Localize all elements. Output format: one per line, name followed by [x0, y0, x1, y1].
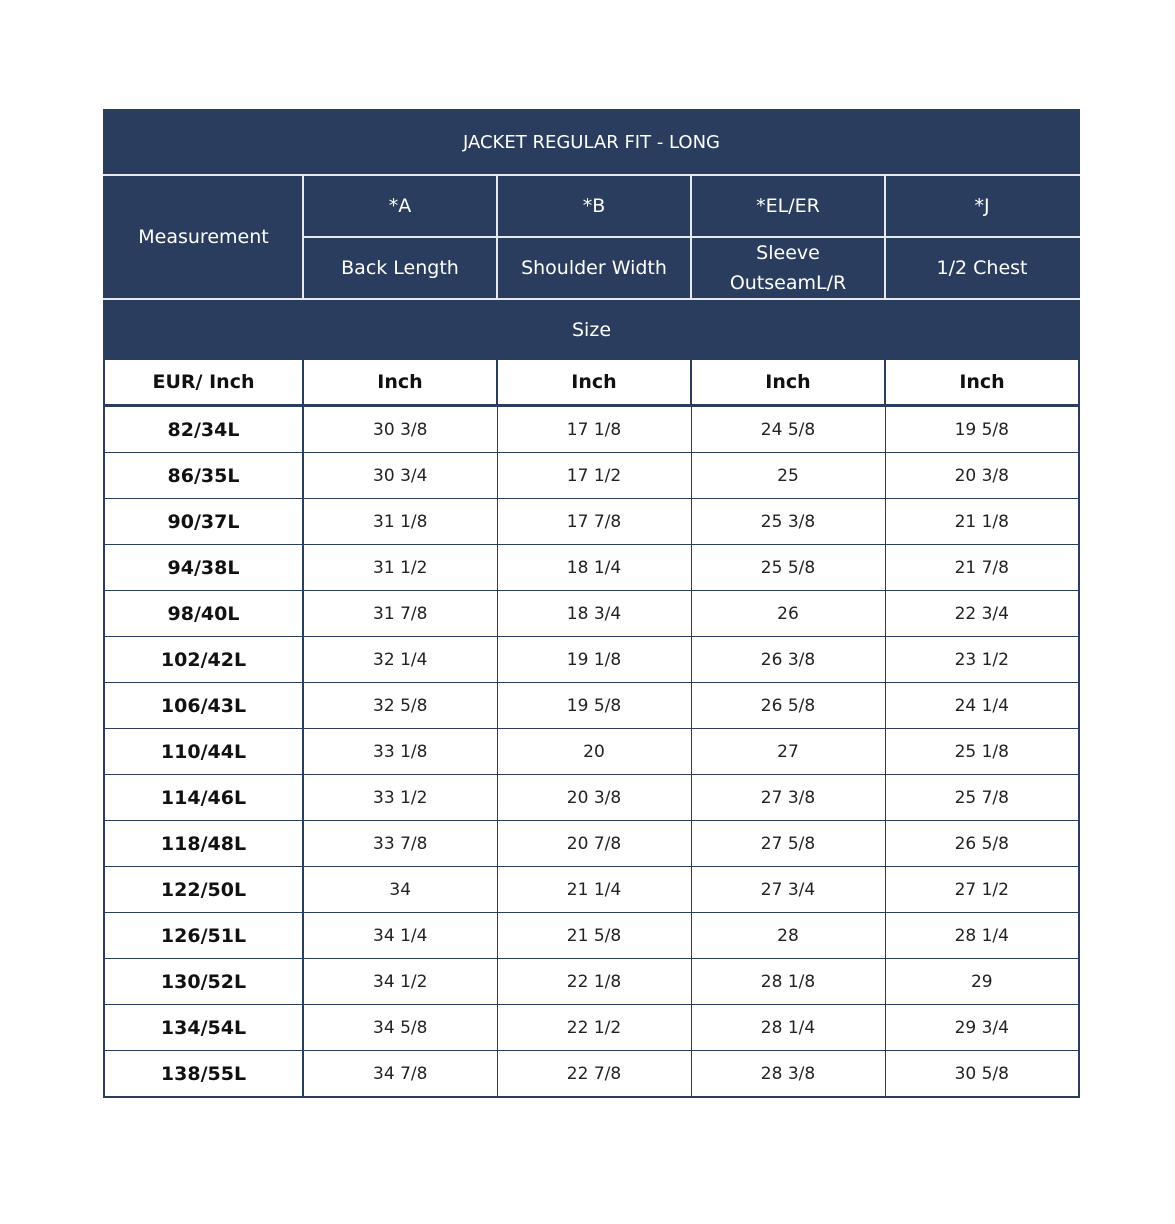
- measurement-cell: 29: [885, 959, 1079, 1005]
- size-cell: 106/43L: [104, 683, 303, 729]
- measurement-cell: 22 3/4: [885, 591, 1079, 637]
- measurement-cell: 28 1/4: [691, 1005, 885, 1051]
- measurement-cell: 30 3/8: [303, 406, 497, 453]
- measurement-cell: 17 7/8: [497, 499, 691, 545]
- table-row: [104, 1051, 1079, 1098]
- size-cell: 98/40L: [104, 591, 303, 637]
- unit-cell: Inch: [497, 360, 691, 406]
- size-cell: 94/38L: [104, 545, 303, 591]
- size-cell: 130/52L: [104, 959, 303, 1005]
- table-row: [104, 683, 1079, 729]
- table-row: [104, 775, 1079, 821]
- measurement-cell: 33 7/8: [303, 821, 497, 867]
- measurement-cell: 21 1/4: [497, 867, 691, 913]
- unit-cell: Inch: [691, 360, 885, 406]
- unit-row: [104, 360, 1079, 406]
- column-name-shoulder-width: Shoulder Width: [497, 237, 691, 299]
- measurement-cell: 27 5/8: [691, 821, 885, 867]
- size-cell: 134/54L: [104, 1005, 303, 1051]
- measurement-cell: 34 1/2: [303, 959, 497, 1005]
- measurement-cell: 26 3/8: [691, 637, 885, 683]
- table-row: [104, 913, 1079, 959]
- size-cell: 118/48L: [104, 821, 303, 867]
- measurement-cell: 28 1/8: [691, 959, 885, 1005]
- column-name-sleeve-outseam: Sleeve OutseamL/R: [691, 237, 885, 299]
- measurement-cell: 25 1/8: [885, 729, 1079, 775]
- size-cell: 114/46L: [104, 775, 303, 821]
- measurement-cell: 18 3/4: [497, 591, 691, 637]
- measurement-cell: 34 1/4: [303, 913, 497, 959]
- measurement-cell: 22 7/8: [497, 1051, 691, 1098]
- column-code-b: *B: [497, 175, 691, 237]
- measurement-cell: 30 5/8: [885, 1051, 1079, 1098]
- measurement-cell: 31 1/8: [303, 499, 497, 545]
- size-cell: 122/50L: [104, 867, 303, 913]
- table-title: JACKET REGULAR FIT - LONG: [104, 110, 1079, 175]
- measurement-cell: 22 1/8: [497, 959, 691, 1005]
- size-cell: 126/51L: [104, 913, 303, 959]
- size-cell: 82/34L: [104, 406, 303, 453]
- title-row: [104, 110, 1079, 175]
- measurement-cell: 22 1/2: [497, 1005, 691, 1051]
- measurement-cell: 32 5/8: [303, 683, 497, 729]
- table-row: [104, 499, 1079, 545]
- size-cell: 90/37L: [104, 499, 303, 545]
- measurement-cell: 25 3/8: [691, 499, 885, 545]
- measurement-cell: 17 1/2: [497, 453, 691, 499]
- measurement-cell: 29 3/4: [885, 1005, 1079, 1051]
- measurement-cell: 32 1/4: [303, 637, 497, 683]
- measurement-cell: 18 1/4: [497, 545, 691, 591]
- measurement-cell: 26 5/8: [691, 683, 885, 729]
- measurement-cell: 24 1/4: [885, 683, 1079, 729]
- measurement-cell: 26: [691, 591, 885, 637]
- measurement-cell: 19 5/8: [885, 406, 1079, 453]
- measurement-cell: 24 5/8: [691, 406, 885, 453]
- measurement-cell: 28 3/8: [691, 1051, 885, 1098]
- size-chart-table: [103, 109, 1080, 1098]
- table-row: [104, 1005, 1079, 1051]
- table-row: [104, 637, 1079, 683]
- measurement-cell: 28: [691, 913, 885, 959]
- measurement-cell: 21 5/8: [497, 913, 691, 959]
- measurement-cell: 28 1/4: [885, 913, 1079, 959]
- unit-cell: Inch: [885, 360, 1079, 406]
- table-row: [104, 591, 1079, 637]
- measurement-cell: 19 1/8: [497, 637, 691, 683]
- measurement-cell: 19 5/8: [497, 683, 691, 729]
- measurement-cell: 20 7/8: [497, 821, 691, 867]
- measurement-cell: 25 5/8: [691, 545, 885, 591]
- measurement-cell: 25: [691, 453, 885, 499]
- column-code-el-er: *EL/ER: [691, 175, 885, 237]
- column-name-half-chest: 1/2 Chest: [885, 237, 1079, 299]
- measurement-cell: 34 5/8: [303, 1005, 497, 1051]
- measurement-cell: 23 1/2: [885, 637, 1079, 683]
- size-cell: 102/42L: [104, 637, 303, 683]
- size-cell: 138/55L: [104, 1051, 303, 1098]
- measurement-cell: 25 7/8: [885, 775, 1079, 821]
- column-code-a: *A: [303, 175, 497, 237]
- table-row: [104, 867, 1079, 913]
- measurement-cell: 20: [497, 729, 691, 775]
- column-code-row: [104, 175, 1079, 237]
- size-label-row: [104, 299, 1079, 360]
- measurement-label: Measurement: [104, 175, 303, 299]
- measurement-cell: 31 7/8: [303, 591, 497, 637]
- measurement-cell: 21 7/8: [885, 545, 1079, 591]
- column-name-back-length: Back Length: [303, 237, 497, 299]
- unit-cell: Inch: [303, 360, 497, 406]
- measurement-cell: 17 1/8: [497, 406, 691, 453]
- table-row: [104, 453, 1079, 499]
- measurement-cell: 20 3/8: [497, 775, 691, 821]
- measurement-cell: 33 1/2: [303, 775, 497, 821]
- table-row: [104, 821, 1079, 867]
- table-row: [104, 959, 1079, 1005]
- measurement-cell: 27 1/2: [885, 867, 1079, 913]
- measurement-cell: 27: [691, 729, 885, 775]
- size-cell: 86/35L: [104, 453, 303, 499]
- table-row: [104, 729, 1079, 775]
- measurement-cell: 27 3/8: [691, 775, 885, 821]
- size-cell: 110/44L: [104, 729, 303, 775]
- measurement-cell: 27 3/4: [691, 867, 885, 913]
- measurement-cell: 30 3/4: [303, 453, 497, 499]
- measurement-cell: 34 7/8: [303, 1051, 497, 1098]
- column-code-j: *J: [885, 175, 1079, 237]
- table-row: [104, 406, 1079, 453]
- measurement-cell: 20 3/8: [885, 453, 1079, 499]
- unit-cell-size: EUR/ Inch: [104, 360, 303, 406]
- measurement-cell: 26 5/8: [885, 821, 1079, 867]
- measurement-cell: 34: [303, 867, 497, 913]
- measurement-cell: 31 1/2: [303, 545, 497, 591]
- measurement-cell: 33 1/8: [303, 729, 497, 775]
- size-label: Size: [104, 299, 1079, 360]
- table-row: [104, 545, 1079, 591]
- measurement-cell: 21 1/8: [885, 499, 1079, 545]
